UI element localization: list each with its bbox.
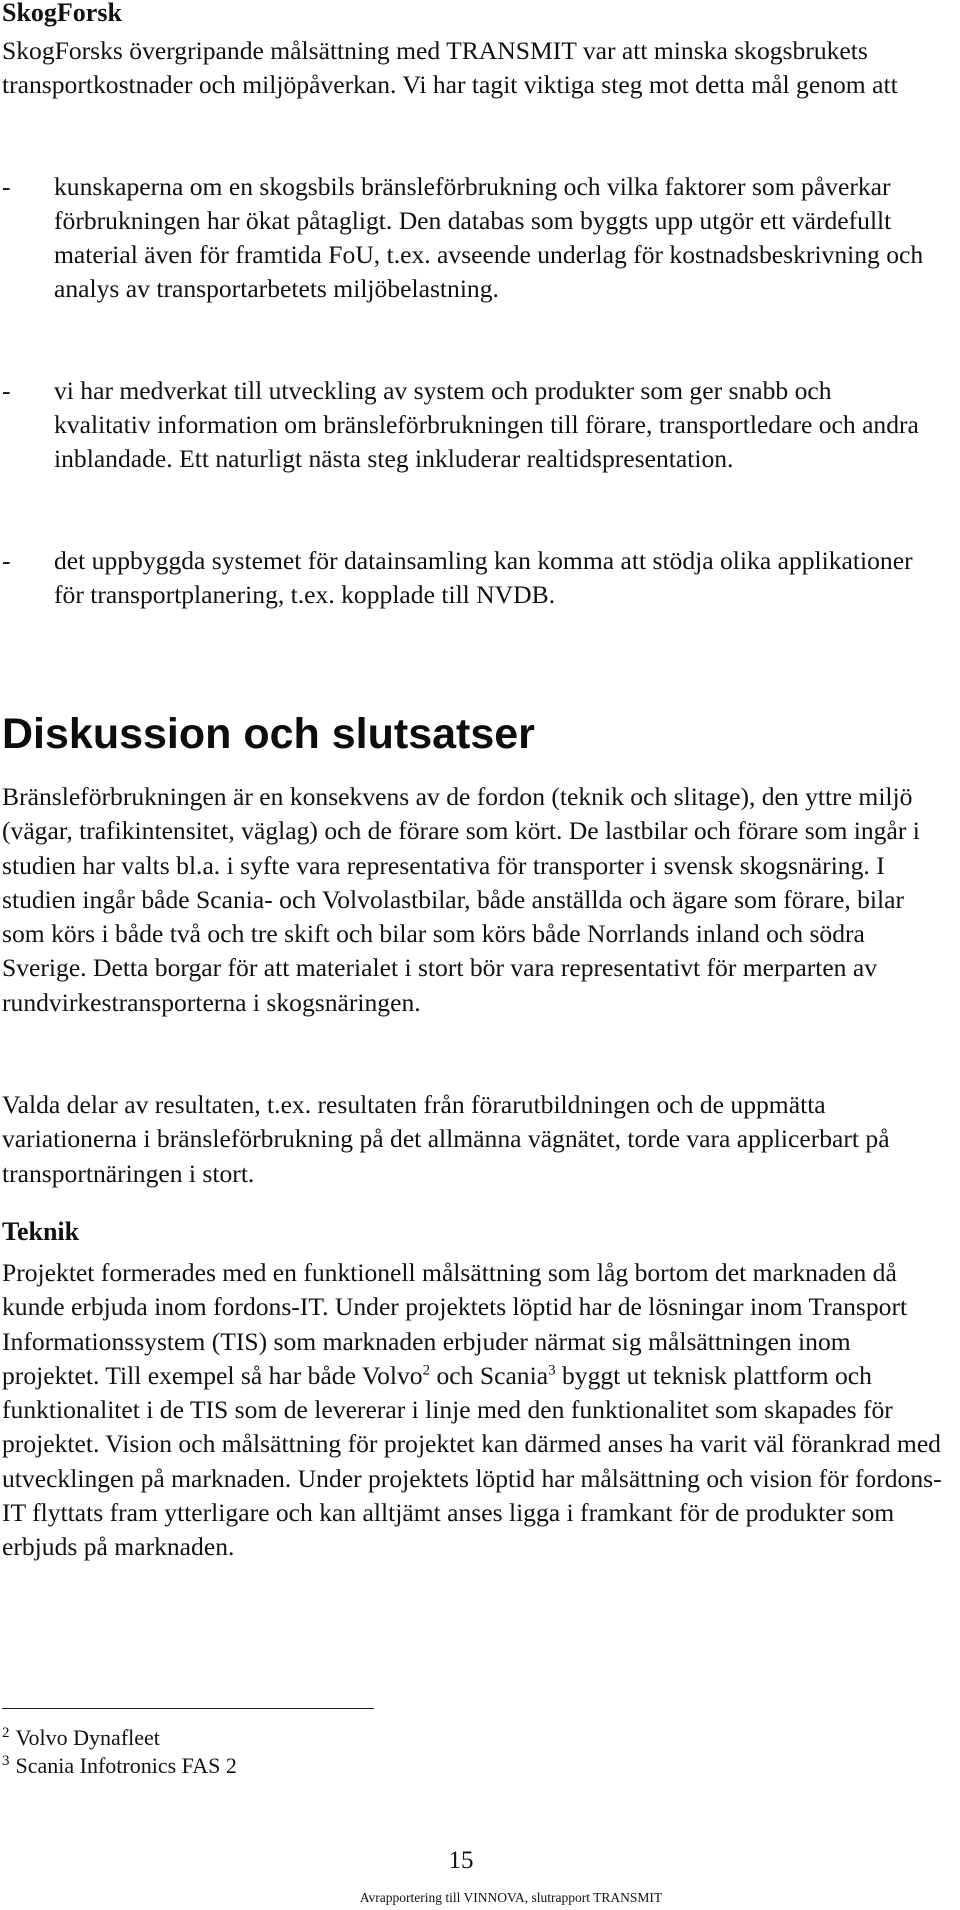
discussion-paragraph-2: Valda delar av resultaten, t.ex. resultaten från förarutbildningen och de uppmätta variationerna i bränsleförbrukning på det allmänna vägnätet, torde vara applicerbart på transportnäringen i stort.	[2, 1090, 890, 1188]
footnote-separator	[2, 1708, 374, 1709]
page-number: 15	[448, 1847, 474, 1874]
list-dash: -	[2, 376, 11, 405]
discussion-heading: Diskussion och slutsatser	[2, 710, 535, 758]
list-item-text: det uppbyggda systemet för datainsamling kan komma att stödja olika applikationer för transportplanering, t.ex. kopplade till NVDB.	[54, 546, 913, 609]
teknik-heading: Teknik	[2, 1217, 80, 1246]
intro-paragraph: SkogForsks övergripande målsättning med TRANSMIT var att minska skogsbrukets transportkostnader och miljöpåverkan. Vi har tagit viktiga steg mot detta mål genom att	[2, 36, 898, 99]
footnote-reference[interactable]: 2	[422, 1362, 431, 1379]
teknik-text-part-3: byggt ut teknisk plattform och funktionalitet i de TIS som de levererar i linje med den funktionalitet som skapades för projektet. Vision och målsättning för projektet kan därmed anses ha varit väl förankrad med utvecklingen på marknaden. Under projektets löptid har målsättning och vision för fordons-IT flyttats fram ytterligare och kan alltjämt anses ligga i framkant för de produkter som erbjuds på marknaden.	[2, 1360, 942, 1562]
footnote	[2, 1752, 237, 1780]
list-dash: -	[2, 546, 11, 575]
list-item-text: vi har medverkat till utveckling av system och produkter som ger snabb och kvalitativ information om bränsleförbrukningen till förare, transportledare och andra inblandade. Ett naturligt nästa steg inkluderar realtidspresentation.	[54, 376, 919, 473]
footnote-text: Volvo Dynafleet	[15, 1725, 160, 1750]
footnote-reference[interactable]: 3	[548, 1362, 556, 1379]
section-label: SkogForsk	[2, 0, 122, 27]
discussion-paragraph-1: Bränsleförbrukningen är en konsekvens av de fordon (teknik och slitage), den yttre miljö (vägar, trafikintensitet, väglag) och de förare som kört. De lastbilar och förare som ingår i studien har valts bl.a. i syfte vara representativa för transporter i svensk skogsnäring. I studien ingår både Scania- och Volvolastbilar, både anställda och ägare som förare, bilar som körs i både två och tre skift och bilar som körs både Norrlands inland och södra Sverige. Detta borgar för att materialet i stort bör vara representativt för merparten av rundvirkestransporterna i skogsnäringen.	[2, 782, 920, 1017]
teknik-text-part-2: och Scania	[430, 1360, 549, 1390]
footnote	[2, 1724, 160, 1752]
running-footer: Avrapportering till VINNOVA, slutrapport TRANSMIT	[359, 1890, 663, 1905]
list-dash: -	[2, 172, 11, 201]
teknik-paragraph	[2, 1256, 947, 1565]
footnote-mark: 3	[2, 1752, 10, 1769]
list-item-text: kunskaperna om en skogsbils bränsleförbrukning och vilka faktorer som påverkar förbrukningen har ökat påtagligt. Den databas som byggts upp utgör ett värdefullt material även för framtida FoU, t.ex. avseende underlag för kostnadsbeskrivning och analys av transportarbetets miljöbelastning.	[54, 172, 924, 303]
footnote-mark: 2	[2, 1724, 10, 1741]
teknik-text-part-1: Projektet formerades med en funktionell målsättning som låg bortom det marknaden då kunde erbjuda inom fordons-IT. Under projektets löptid har de lösningar inom Transport Informationssystem (TIS) som marknaden erbjuder närmat sig målsättningen inom projektet. Till exempel så har både Volvo	[2, 1258, 908, 1390]
footnote-text: Scania Infotronics FAS 2	[15, 1753, 237, 1778]
